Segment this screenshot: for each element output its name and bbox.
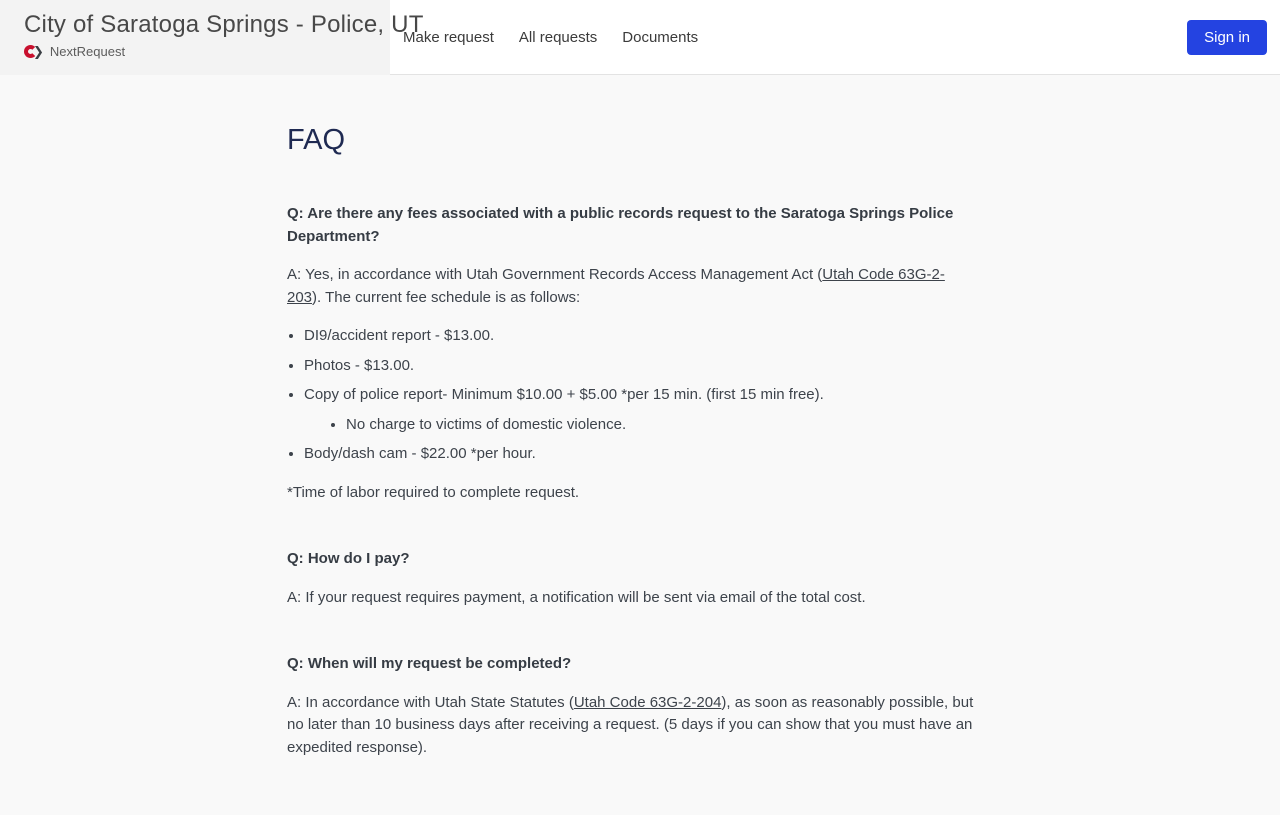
list-item: • No charge to victims of domestic violence. bbox=[346, 414, 977, 437]
faq-content bbox=[287, 75, 977, 815]
utah-code-204-link[interactable]: Utah Code 63G-2-204 bbox=[573, 693, 722, 711]
list-item: • DI9/accident report - $13.00. bbox=[304, 325, 977, 348]
faq-answer-fees bbox=[287, 264, 977, 309]
brand-row bbox=[24, 44, 390, 59]
faq-question-pay: Q: How do I pay? bbox=[287, 550, 410, 567]
site-header bbox=[0, 0, 1280, 75]
logo-arrow-icon: ❯ bbox=[33, 43, 44, 59]
faq-answer-pay: A: If your request requires payment, a notification will be sent via email of the total cost. bbox=[287, 588, 866, 606]
nav-all-requests[interactable]: All requests bbox=[518, 28, 598, 46]
page-title: FAQ bbox=[287, 124, 346, 156]
list-item bbox=[304, 384, 977, 436]
agency-title: City of Saratoga Springs - Police, UT bbox=[24, 10, 424, 38]
fee-schedule-list bbox=[287, 325, 977, 466]
nav-make-request[interactable]: Make request bbox=[403, 28, 494, 46]
fee-sublist bbox=[304, 414, 977, 437]
faq-question-completed: Q: When will my request be completed? bbox=[287, 655, 572, 672]
answer-text: ), as soon as reasonably possible, but no later than 10 business days after receiving a request. (5 days if you can show that you must have an expedited response). bbox=[287, 693, 974, 756]
agency-logo-box bbox=[0, 0, 424, 75]
sign-in-button[interactable]: Sign in bbox=[1187, 20, 1267, 55]
list-item: • Body/dash cam - $22.00 *per hour. bbox=[304, 443, 977, 466]
utah-code-203-link[interactable]: Utah Code 63G-2-203 bbox=[287, 266, 945, 306]
brand-name: NextRequest bbox=[49, 43, 126, 59]
faq-question-fees: Q: Are there any fees associated with a public records request to the Saratoga Springs Police Department? bbox=[287, 205, 954, 245]
faq-answer-completed bbox=[287, 692, 977, 760]
fee-footnote: *Time of labor required to complete request. bbox=[287, 483, 580, 501]
main-nav bbox=[403, 29, 698, 46]
list-item: • Photos - $13.00. bbox=[304, 355, 977, 378]
nextrequest-logo-icon bbox=[24, 44, 44, 58]
nav-documents[interactable]: Documents bbox=[622, 28, 699, 46]
answer-text: A: In accordance with Utah State Statutes ( bbox=[287, 693, 574, 711]
answer-text: ). The current fee schedule is as follows: bbox=[312, 288, 581, 306]
list-item-text: Copy of police report- Minimum $10.00 + $5.00 *per 15 min. (first 15 min free). bbox=[304, 386, 824, 403]
answer-text: A: Yes, in accordance with Utah Government Records Access Management Act ( bbox=[287, 266, 823, 283]
